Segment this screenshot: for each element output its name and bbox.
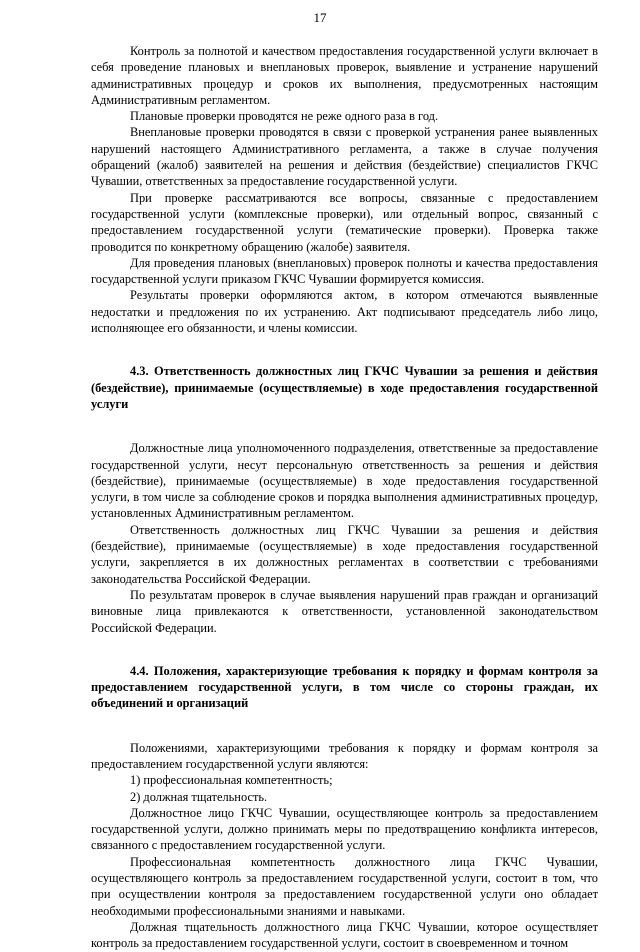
paragraph-violations-liability: По результатам проверок в случае выявления нарушений прав граждан и организаций виновные лица привлекаются к ответственности, установленной законодательством Российской Федерации. [91, 587, 598, 635]
paragraph-due-diligence: Должная тщательность должностного лица ГКЧС Чувашии, которое осуществляет контроль за предоставлением государственной услуги, состоит в своевременном и точном [91, 919, 598, 951]
page-number: 17 [313, 10, 327, 25]
paragraph-personal-responsibility: Должностные лица уполномоченного подразделения, ответственные за предоставление государственной услуги, несут персональную ответственность за решения и действия (бездействие), принимаемые (осуществляемые) в ходе предоставления государственной услуги, в том числе за соблюдение сроков и порядка выполнения административных процедур, установленных Административным регламентом. [91, 441, 598, 521]
paragraph-conflict-of-interest: Должностное лицо ГКЧС Чувашии, осуществляющее контроль за предоставлением государственной услуги, должно принимать меры по предотвращению конфликта интересов, связанного с предоставлением государственной услуги. [91, 805, 598, 853]
section-heading-4-4: 4.4. Положения, характеризующие требования к порядку и формам контроля за предоставлением государственной услуги, в том числе со стороны граждан, их объединений и организаций [91, 663, 598, 711]
paragraph-check-questions: При проверке рассматриваются все вопросы, связанные с предоставлением государственной услуги (комплексные проверки), или отдельный вопрос, связанный с предоставлением государственной услуги (тематические проверки). Проверка также проводится по конкретному обращению (жалобе) заявителя. [91, 190, 598, 254]
paragraph-professional-competence: Профессиональная компетентность должностного лица ГКЧС Чувашии, осуществляющего контроль за предоставлением государственной услуги, состоит в том, что при осуществлении контроля за предоставлением государственной услуги оно обладает необходимыми профессиональными знаниями и навыками. [91, 854, 598, 918]
list-item-diligence: 2) должная тщательность. [130, 789, 268, 804]
paragraph-responsibility-regulations: Ответственность должностных лиц ГКЧС Чувашии за решения и действия (бездействие), принимаемые (осуществляемые) в ходе предоставления государственной услуги, закрепляется в их должностных регламентах в соответствии с требованиями законодательства Российской Федерации. [91, 522, 598, 586]
section-heading-4-3: 4.3. Ответственность должностных лиц ГКЧС Чувашии за решения и действия (бездействие), принимаемые (осуществляемые) в ходе предоставления государственной услуги [91, 364, 598, 411]
paragraph-control-requirements: Положениями, характеризующими требования к порядку и формам контроля за предоставлением государственной услуги являются: [91, 740, 598, 771]
paragraph-unplanned-checks: Внеплановые проверки проводятся в связи с проверкой устранения ранее выявленных нарушений настоящего Административного регламента, а также в случае получения обращений (жалоб) заявителей на решения и действия (бездействие) специалистов ГКЧС Чувашии, ответственных за предоставление государственной услуги. [91, 125, 598, 189]
paragraph-commission: Для проведения плановых (внеплановых) проверок полноты и качества предоставления государственной услуги приказом ГКЧС Чувашии формируется комиссия. [91, 255, 598, 287]
document-body [91, 43, 598, 952]
paragraph-planned-checks: Плановые проверки проводятся не реже одного раза в год. [130, 109, 439, 124]
paragraph-control-scope: Контроль за полнотой и качеством предоставления государственной услуги включает в себя проведение плановых и внеплановых проверок, выявление и устранение нарушений административных процедур и сроков их выполнения, предусмотренных настоящим Административным регламентом. [91, 44, 598, 107]
paragraph-check-results: Результаты проверки оформляются актом, в котором отмечаются выявленные недостатки и предложения по их устранению. Акт подписывают председатель либо лицо, исполняющее его обязанности, и члены комиссии. [91, 288, 598, 336]
list-item-competence: 1) профессиональная компетентность; [130, 773, 333, 788]
